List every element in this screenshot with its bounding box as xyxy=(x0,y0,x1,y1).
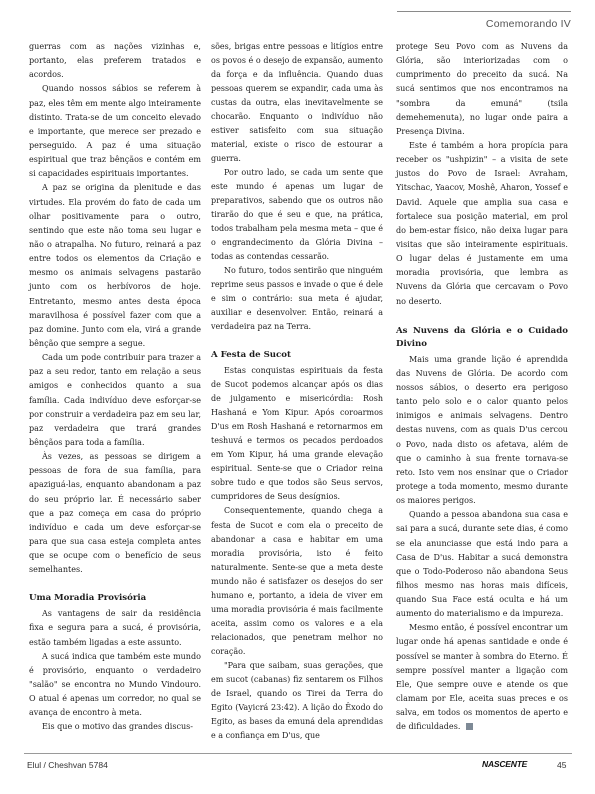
footer-rule xyxy=(24,753,572,754)
paragraph xyxy=(396,621,568,734)
paragraph: A paz se origina da plenitude e das virtudes. Ela provém do fato de cada um olhar positivamente para o outro, sentindo que este não toma seu lugar e não o atrapalha. No futuro, reinará a paz entre todos os elementos da Criação e mesmo os animais selvagens pastarão junto com os herbívoros de hoje. Entretanto, mesmo antes desta época maravilhosa é possível fazer com que a paz domine. Junto com ela, virá a grande bênção que sempre a segue. xyxy=(29,183,201,348)
paragraph: sões, brigas entre pessoas e litígios entre os povos é o desejo de expansão, aumento da força e da influência. Quando duas pessoas querem se expandir, cada uma às custas da outra, elas inevitavelmente se chocarão. Enquanto o indivíduo não estiver satisfeito com sua situação material, existe o risco de estourar a guerra. xyxy=(211,42,383,164)
paragraph-text: Mesmo então, é possível encontrar um lugar onde há apenas santidade e onde é possível se manter à sombra do Eterno. É sempre possível manter a ligação com Ele, Que sempre ouve e atende os que clamam por Ele, aceita suas preces e os salva, em todos os momentos de aperto e de dificuldades. xyxy=(396,623,568,732)
paragraph: As vantagens de sair da residência fixa e segura para a sucá, é provisória, estão também ligadas a este assunto. xyxy=(29,609,201,647)
paragraph: Quando a pessoa abandona sua casa e sai para a sucá, durante sete dias, é como se ela anunciasse que está indo para a Casa de D'us. Habitar a sucá demonstra que o Todo-Poderoso não abandona Seus filhos mesmo nas horas mais difíceis, quando Sua Face está oculta e há um aumento do materialismo e da impureza. xyxy=(396,510,568,619)
section-heading: A Festa de Sucot xyxy=(211,350,291,361)
paragraph: No futuro, todos sentirão que ninguém reprime seus passos e invade o que é dele e sim o contrário: sua meta é ajudar, auxiliar e desenvolver. Então, reinará a verdadeira paz na Terra. xyxy=(211,266,383,332)
paragraph: Eis que o motivo das grandes discus- xyxy=(42,722,194,732)
paragraph: guerras com as nações vizinhas e, portanto, elas preferem tratados e acordos. xyxy=(29,42,201,80)
paragraph: "Para que saibam, suas gerações, que em sucot (cabanas) fiz sentarem os Filhos de Israel, quando os Tirei da Terra do Egito (Vayicrá 23:42). A lição do Êxodo do Egito, as bases da emuná dela aprendidas e a confiança em D'us, que xyxy=(211,660,383,740)
column-2 xyxy=(211,40,383,743)
section-heading: Uma Moradia Provisória xyxy=(29,593,147,604)
magazine-logo: NASCENTE xyxy=(482,759,528,769)
column-1 xyxy=(29,40,201,735)
paragraph: Cada um pode contribuir para trazer a paz a seu redor, tanto em relação a seus amigos e conhecidos quanto a sua família. Cada indivíduo deve esforçar-se por construir a verdadeira paz em seu lar, paz verdadeira que trará grandes bênçãos para toda a família. xyxy=(29,353,201,447)
paragraph: A sucá indica que também este mundo é provisório, enquanto o verdadeiro "salão" se encontra no Mundo Vindouro. O atual é apenas um corredor, no qual se avança de encontro à meta. xyxy=(29,651,201,718)
paragraph: Quando nossos sábios se referem à paz, eles têm em mente algo inteiramente distinto. Trata-se de um conceito elevado e importante, que merece ser prezado e perseguido. A paz é uma situação espiritual que traz bênçãos e contém em si capacidades espirituais importantes. xyxy=(29,84,201,179)
issue-date: Elul / Cheshvan 5784 xyxy=(27,760,108,770)
paragraph: protege Seu Povo com as Nuvens da Glória, são interiorizadas com o cumprimento do preceito da sucá. Na sucá sentimos que nos encontramos na "sombra da emuná" (tsila demehemenuta), no lugar onde paira a Presença Divina. xyxy=(396,42,568,136)
paragraph: Por outro lado, se cada um sente que este mundo é apenas um lugar de preparativos, sabendo que os outros não tirarão do que é seu e que, na prática, todos trabalham pela mesma meta – que é o engrandecimento da Glória Divina – todas as contendas cessarão. xyxy=(211,168,383,262)
paragraph: Este é também a hora propícia para receber os "ushpizin" – a visita de sete justos do Povo de Israel: Avraham, Yitschac, Yaacov, Moshê, Aharon, Yossef e David. Aquele que amplia sua casa e fortalece sua posição material, em prol do bem-estar físico, não deixa lugar para visitas que são inteiramente espirituais. O lugar delas é justamente em uma moradia provisória, que lembra as Nuvens da Glória que cercavam o Povo no deserto. xyxy=(396,140,568,306)
section-heading: As Nuvens da Glória e o Cuidado Divino xyxy=(396,325,568,349)
paragraph: Mais uma grande lição é aprendida das Nuvens de Glória. De acordo com nossos sábios, o deserto era perigoso tanto pelo solo e o calor quanto pelos inimigos e animais selvagens. Dentro destas nuvens, com as quais D'us cercou o Povo, nada disto os afetava, além de que o caminho à sua frente tornava-se reto. Isto vem nos ensinar que o Criador protege a toda momento, mesmo durante os maiores perigos. xyxy=(396,354,568,506)
running-title: Comemorando IV xyxy=(485,18,571,30)
column-3 xyxy=(396,40,568,734)
paragraph: Estas conquistas espirituais da festa de Sucot podemos alcançar após os dias de julgamento e misericórdia: Rosh Hashaná e Yom Kipur. Após coroarmos D'us em Rosh Hashaná e retornarmos em teshuvá e termos os pecados perdoados em Yom Kipur, há uma grande elevação espiritual. Sente-se que o Criador reina sobre tudo e que todos são Seus servos, cumpridores de Seus desígnios. xyxy=(211,366,383,502)
paragraph: Consequentemente, quando chega a festa de Sucot e com ela o preceito de abandonar a casa e habitar em uma moradia provisória, isto é feito naturalmente. Sente-se que a meta deste mundo não é satisfazer os desejos do ser humano e, portanto, a ideia de viver em uma moradia provisória é mais facilmente aceita, assim como os valores e a ela relacionados, que penetram melhor no coração. xyxy=(211,506,383,656)
page-number: 45 xyxy=(557,760,567,770)
end-of-article-square-icon xyxy=(466,723,473,730)
header-rule xyxy=(397,11,571,12)
paragraph: Às vezes, as pessoas se dirigem a pessoas de fora de sua família, para apaziguá-las, enquanto abandonam a paz do seu próprio lar. É necessário saber que a paz começa em casa do próprio indivíduo e cada um deve esforçar-se para que sua casa esteja completa antes que se ocupe com o benefício de seus semelhantes. xyxy=(29,452,201,575)
